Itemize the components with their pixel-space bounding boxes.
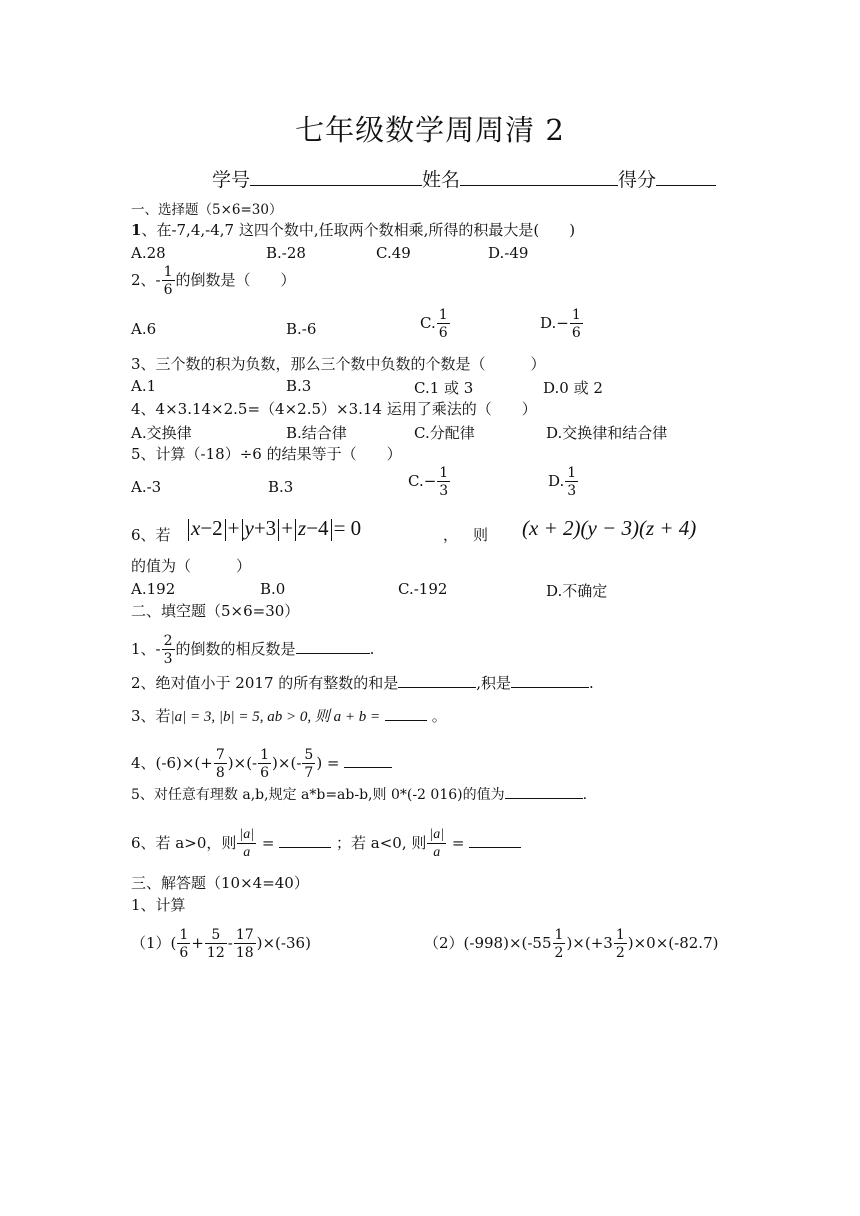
var-y: y: [244, 516, 254, 540]
denominator: 12: [206, 945, 225, 961]
s3-problem-2: [424, 928, 718, 960]
s2-q4-blank[interactable]: [344, 751, 392, 768]
s1-q4: 4、4×3.14×2.5=（4×2.5）×3.14 运用了乘法的（ ）: [131, 400, 537, 418]
s1-q1-text: 、在-7,4,-4,7 这四个数中,任取两个数相乘,所得的积最大是( ): [141, 221, 576, 239]
section1-heading: 一、选择题（5×6=30）: [131, 202, 283, 218]
s3-sub1: 1、计算: [131, 896, 186, 914]
s2-q4: [131, 748, 392, 780]
minus-sign: −: [556, 314, 569, 332]
abs-bar: [331, 519, 332, 541]
fraction-1-6: [437, 308, 450, 340]
section2-heading: 二、填空题（5×6=30）: [131, 602, 300, 620]
page-title: 七年级数学周周清 2: [295, 113, 565, 147]
equals: =: [451, 834, 465, 852]
name-label: 姓名: [422, 169, 461, 191]
abs-bar: [242, 519, 243, 541]
abs-bar: [295, 519, 296, 541]
end: 。: [431, 707, 447, 725]
s1-q1-option-c: C.49: [376, 244, 411, 262]
s1-q6-line2: 的值为（ ）: [131, 557, 252, 575]
suffix: ) =: [316, 754, 340, 772]
fraction-5-7: [302, 748, 315, 780]
mid: ,积是: [476, 674, 512, 692]
s1-q2-suffix: 的倒数是（ ）: [175, 271, 296, 289]
score-blank[interactable]: [656, 169, 716, 186]
denominator: 8: [215, 765, 225, 781]
s1-q5-option-b: B.3: [268, 478, 294, 496]
fraction-5-12: [205, 928, 227, 960]
fraction-1-2: [553, 928, 566, 960]
s1-q2-fraction: [162, 265, 175, 297]
score-label: 得分: [618, 169, 657, 191]
s1-q4-option-c: C.分配律: [414, 424, 475, 442]
s2-q6-blank-2[interactable]: [469, 831, 521, 848]
s1-q3-option-d: D.0 或 2: [543, 379, 603, 397]
abs-bar: [225, 519, 226, 541]
s1-q3-option-b: B.3: [286, 377, 312, 395]
suffix: )×(-36): [256, 934, 311, 952]
equals-zero: = 0: [333, 516, 362, 540]
numerator: 1: [163, 264, 173, 280]
numerator: 1: [554, 927, 564, 943]
s1-q2-option-b: B.-6: [286, 320, 317, 338]
s1-q6-option-d: D.不确定: [546, 582, 608, 600]
var-x: x: [191, 516, 201, 540]
s2-q2: [131, 671, 594, 693]
s1-q6-prefix: 6、若: [131, 526, 171, 544]
s2-q6: [131, 828, 521, 860]
numerator: 5: [205, 928, 227, 944]
prefix: （1）(: [131, 934, 177, 952]
denominator: 18: [235, 945, 254, 961]
numerator: 1: [439, 465, 449, 481]
s1-q2-option-d: [540, 308, 584, 340]
s1-q4-option-d: D.交换律和结合律: [546, 424, 668, 442]
s2-q3-blank[interactable]: [385, 704, 427, 721]
s1-q2-prefix: 2、-: [131, 271, 161, 289]
s1-q5: 5、计算（-18）÷6 的结果等于（ ）: [131, 445, 402, 463]
denominator: 3: [439, 483, 449, 499]
denominator: 2: [554, 945, 564, 961]
numerator: |a|: [429, 827, 445, 842]
s2-q6-blank-1[interactable]: [279, 831, 331, 848]
s1-q1: [131, 220, 575, 240]
numerator: 17: [235, 927, 254, 943]
equals: =: [261, 834, 275, 852]
numerator: 7: [215, 747, 225, 763]
end: .: [589, 674, 594, 692]
denominator: 6: [179, 945, 189, 961]
student-no-blank[interactable]: [250, 169, 422, 186]
fraction-1-6: [177, 928, 190, 960]
denominator: 2: [615, 945, 625, 961]
s1-q1-option-d: D.-49: [488, 244, 529, 262]
option-label: D.: [540, 314, 557, 332]
s1-q3-option-c: C.1 或 3: [414, 379, 474, 397]
var-z: z: [298, 516, 307, 540]
s1-q6-condition: [186, 516, 361, 541]
denominator: a: [243, 845, 251, 860]
denominator: 6: [438, 325, 448, 341]
term: −2: [200, 516, 223, 540]
s2-q2-blank-sum[interactable]: [398, 671, 476, 688]
s1-q2: [131, 265, 296, 297]
s2-q5-blank[interactable]: [505, 782, 583, 799]
s2-q2-blank-product[interactable]: [511, 671, 589, 688]
denominator: 6: [163, 282, 173, 298]
prefix: 1、-: [131, 640, 161, 658]
denominator: a: [433, 845, 441, 860]
abs-bar: [278, 519, 279, 541]
denominator: 7: [304, 765, 314, 781]
fraction-abs-a-over-a: [427, 828, 446, 860]
denominator: 3: [163, 651, 173, 667]
denominator: 6: [260, 765, 270, 781]
fraction-1-2: [614, 928, 627, 960]
plus: +: [191, 934, 204, 952]
fraction-1-6: [570, 308, 583, 340]
term: −4: [306, 516, 329, 540]
plus: +: [227, 516, 240, 540]
numerator: 1: [567, 465, 577, 481]
denominator: 3: [567, 483, 577, 499]
text: 5、对任意有理数 a,b,规定 a*b=ab-b,则 0*(-2 016)的值为: [131, 787, 505, 803]
prefix: （2）(-998)×(-55: [424, 934, 552, 952]
s1-q5-option-a: A.-3: [131, 478, 162, 496]
math: |a| = 3, |b| = 5, ab > 0, 则 a + b =: [170, 709, 381, 725]
s1-q2-option-c: [420, 308, 451, 340]
student-no-label: 学号: [212, 169, 251, 191]
option-label: C.: [420, 314, 436, 332]
s1-q6-option-a: A.192: [131, 580, 176, 598]
s2-q3: [131, 704, 447, 727]
numerator: 1: [260, 747, 270, 763]
s1-q6-then: 则: [473, 526, 489, 544]
s3-problem-1: [131, 928, 311, 960]
numerator: 1: [571, 307, 581, 323]
plus: +: [281, 516, 294, 540]
fraction-abs-a-over-a: [237, 828, 256, 860]
s2-q1-blank[interactable]: [296, 637, 370, 654]
end: .: [369, 640, 375, 658]
name-blank[interactable]: [460, 169, 618, 186]
text: 2、绝对值小于 2017 的所有整数的和是: [131, 674, 399, 692]
prefix: 4、(-6)×(+: [131, 754, 213, 772]
s2-q5: [131, 782, 587, 805]
s1-q6-option-c: C.-192: [398, 580, 448, 598]
option-label: D.: [548, 472, 565, 490]
section3-heading: 三、解答题（10×4=40）: [131, 874, 309, 892]
term: +3: [253, 516, 277, 540]
suffix: 的倒数的相反数是: [175, 640, 296, 658]
mid: ；若 a<0, 则: [336, 834, 427, 852]
s1-q4-option-b: B.结合律: [286, 424, 347, 442]
s1-q3: 3、三个数的积为负数，那么三个数中负数的个数是（ ）: [131, 355, 546, 373]
option-label: C.: [408, 472, 424, 490]
denominator: 6: [571, 325, 581, 341]
numerator: 5: [304, 747, 314, 763]
fraction-1-3: [565, 466, 578, 498]
s1-q1-option-a: A.28: [131, 244, 166, 262]
s1-q6-option-b: B.0: [260, 580, 286, 598]
text: 3、若: [131, 707, 171, 725]
fraction-17-18: [234, 928, 256, 960]
numerator: 2: [163, 633, 173, 649]
s1-q2-option-a: A.6: [131, 320, 157, 338]
header-line: [212, 165, 716, 192]
numerator: 1: [615, 927, 625, 943]
s1-q5-option-c: [408, 466, 451, 498]
mid: )×(-: [272, 754, 302, 772]
fraction-1-6: [258, 748, 271, 780]
s1-q6-comma: ，: [443, 526, 459, 544]
s1-q3-option-a: A.1: [131, 377, 157, 395]
numerator: |a|: [239, 827, 255, 842]
s1-q1-option-b: B.-28: [266, 244, 306, 262]
numerator: 1: [179, 927, 189, 943]
fraction-2-3: [162, 634, 175, 666]
end: .: [582, 787, 588, 803]
abs-bar: [188, 519, 189, 541]
numerator: 1: [438, 307, 448, 323]
s2-q1: [131, 634, 374, 666]
fraction-1-3: [437, 466, 450, 498]
prefix: 6、若 a>0，则: [131, 834, 237, 852]
minus: -: [227, 934, 233, 952]
suffix: )×0×(-82.7): [627, 934, 719, 952]
fraction-7-8: [214, 748, 227, 780]
minus-sign: −: [423, 472, 437, 490]
mid: )×(+3: [566, 934, 613, 952]
s1-q5-option-d: [548, 466, 579, 498]
s1-q1-num: 1: [131, 221, 142, 239]
s1-q6-expression: (x + 2)(y − 3)(z + 4): [522, 516, 697, 540]
mid: )×(-: [227, 754, 258, 772]
s1-q4-option-a: A.交换律: [131, 424, 192, 442]
